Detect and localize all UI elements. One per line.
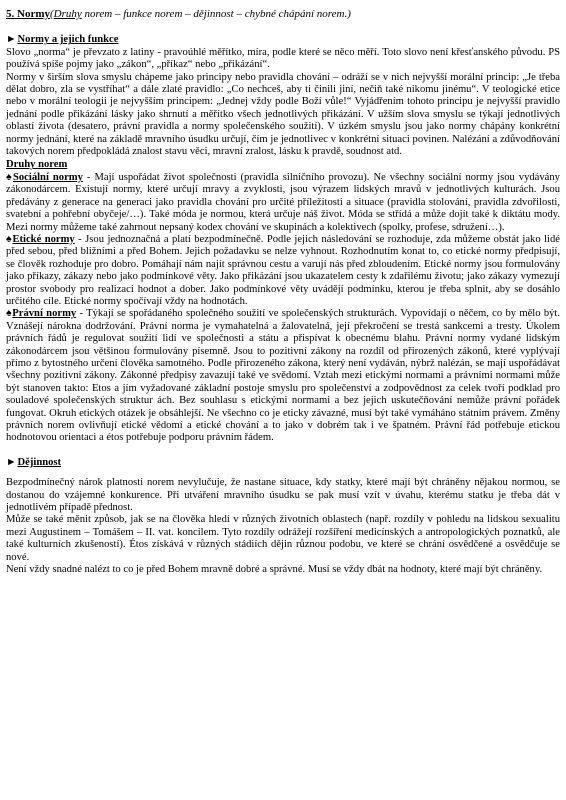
- title-paren-open: (: [50, 8, 54, 20]
- subsection-heading-druhy: Druhy norem: [6, 159, 68, 171]
- section-heading-normy: [6, 34, 560, 46]
- title-parenthetical: [50, 8, 351, 20]
- section-heading-label: Dějinnost: [17, 456, 62, 468]
- title-paren-rest: norem – funkce norem – dějinnost – chybné chápání norem.): [81, 8, 351, 20]
- arrow-bullet-icon: ►: [6, 34, 17, 46]
- paragraph: Může se také měnit způsob, jak se na člověka hledí v různých životních oblastech (např. rozdíly v pohledu na lidskou sexualitu mezi Augustinem – Tomášem – II. vat. koncilem. Tyto rozdíly odrážejí rozšíření medicínských a antropologických poznatků, ale také kulturních zkušeností). Étos získává v různých stádiích dějin různou podobu, ve které se chrání osvědčené a osvědčuje se nové.: [6, 514, 560, 563]
- spade-bullet-icon: ♠: [6, 233, 13, 245]
- list-item-social-norms: [6, 172, 560, 234]
- paragraph: Slovo „norma“ je převzato z latiny - pravoúhlé měřítko, míra, podle které se něco měří. Toto slovo není křesťanského původu. PS používá spíše pojmy jako „zákon“, „příkaz“ nebo „přikázání“.: [6, 46, 560, 71]
- item-text: - Týkají se spořádaného společného soužití ve společenských strukturách. Vypovídají o něčem, co by mělo být. Vznášejí nárokna dodržování. Právní norma je vymahatelná a žalovatelná, její překročení se trestá sankcemi a tresty. Úkolem právních řádů je regulovat soužití lidí ve společnosti a státu a přispívat k obecnému blahu. Právní normy vydané lidským zákonodárcem jsou většinou formulovány písemně. Jsou to pozitivní zákony na rozdíl od přirozených zákonů, které vyplývají přímo z bytostného určení člověka samotného. Podle přirozeného zákona, který není vydáván, nýbrž nalézán, se mají uspořádávat všechny pozitivní zákony. Zákonné předpisy zavazují také ve svědomí. Vztah mezi etickými normami a právními normami může být stanoven takto: Etos a jím vyžadované základní postoje smyslu pro společenství a zodpovědnost za celek tvoří podklad pro souladové společenských struktur ách. Bez souhlasu s etickými normami a bez jejich uskutečňování nemůže právní pořádek fungovat. Okruh etických otázek je obsáhlejší. Ne všechno co je eticky závazné, musí být také vymáháno státním právem. Změny právních norem ovlivňují etické vědomí a etické chování a to jako v dobrém tak i ve špatném. Právní řád potřebuje etickou hodnotovou orientaci a étos potřebuje podporu právním řádem.: [6, 308, 560, 444]
- section-heading-label: Normy a jejich funkce: [17, 34, 119, 46]
- paragraph: Normy v širším slova smyslu chápeme jako principy nebo pravidla chování – odráží se v nich nejvyšší morální princip: „Je třeba dělat dobro, zla se vystříhat“ a dále zlaté pravidlo: „Co nechceš, aby ti činili jiní, nečiň také nikomu jinému“. V teologické etice nebo v morální teologii je nejvyšším principem: „Jednej vždy podle Boží vůle!“ Vyjádřením tohoto principu je nejvyšší pravidlo jednání podle přikázání lásky jako shrnutí a měřítko všech jednotlivých přikázání. V užším slova smyslu se týkají jednotlivých oblastí života (desatero, právní pravidla a normy společenského soužití). V úzkém smyslu jsou jako normy chápány konkrétní normy jednání, které na základě mravního úsudku určují, čím je jednotlivec v konkrétní situaci povinen. Nalézání a zdůvodňování takových norem předpokládá znalost stavu věci, mravní zralost, lásku k pravdě, soudnost atd.: [6, 71, 560, 158]
- item-name: Sociální normy: [12, 171, 83, 183]
- paragraph: Není vždy snadné nalézt to co je před Bohem mravně dobré a správné. Musí se vždy dbát na hodnoty, které mají být chráněny.: [6, 564, 543, 576]
- list-item-ethical-norms: [6, 234, 560, 308]
- spade-bullet-icon: ♠: [6, 308, 13, 320]
- item-name: Právní normy: [12, 308, 77, 320]
- title-number: 5. Normy: [6, 8, 50, 20]
- spacer: [6, 445, 560, 457]
- spade-bullet-icon: ♠: [6, 171, 13, 183]
- item-text: - Mají uspořádat život společnosti (pravidla silničního provozu). Ne všechny sociální normy jsou vydávány zákonodárcem. Existují normy, které určují mravy a zvyklosti, jsou výrazem lidských mravů v jednotlivých kulturách. Jsou předávány z generace na generaci jako pravidla chování pro určité příležitosti a situace (pravidla stolování, pravidla zdvořilosti, svatební a pohřební obyčeje/…). Také móda je normou, která určuje náš život. Móda se střídá a může dojít také k diktátu mody. Mezi normy můžeme také zahrnout nepsaný kodex chování ve skupinách a kolektivech (spolky, profese, sdružení…).: [6, 171, 560, 233]
- item-name: Etické normy: [12, 233, 75, 245]
- spacer: [6, 469, 560, 477]
- arrow-bullet-icon: ►: [6, 456, 17, 468]
- item-text: - Jsou jednoznačná a platí bezpodmínečně. Podle jejich následování se rozhoduje, zda můžeme obstát jako lidé před sebou, před bližními a před Bohem. Jejich požadavku se nelze vyhnout. Rozhodnutím konat to, co etické normy předpisují, se člověk rozhoduje pro dobro. Pomáhají nám najít správnou cestu a varují nás před zbloudením. Etické normy jsou formulovány jako příkazy, zákazy nebo jako podmínkové věty. Jako přikázání jsou ukazatelem cesty k zdařilému životu; jako zákazy vymezují prostor svobody pro realizaci hodnot a dober. Jako podmínkové věty uvádějí podmínku, kterou je třeba splnit, aby se dosáhlo určitého cíle. Etické normy spočívají vždy na hodnotách.: [6, 233, 560, 307]
- title-paren-first: Druhy: [53, 8, 82, 20]
- page-title: [6, 8, 560, 20]
- list-item-legal-norms: [6, 308, 560, 444]
- section-heading-dejinnost: [6, 457, 560, 469]
- paragraph: Bezpodmínečný nárok platnosti norem nevylučuje, že nastane situace, kdy statky, které mají být chráněny nějakou normou, se dostanou do vzájemné konkurence. Při utváření mravního úsudku se pak musí vzít v úvahu, kterému statku je třeba dát v jednotlivém případě přednost.: [6, 477, 560, 514]
